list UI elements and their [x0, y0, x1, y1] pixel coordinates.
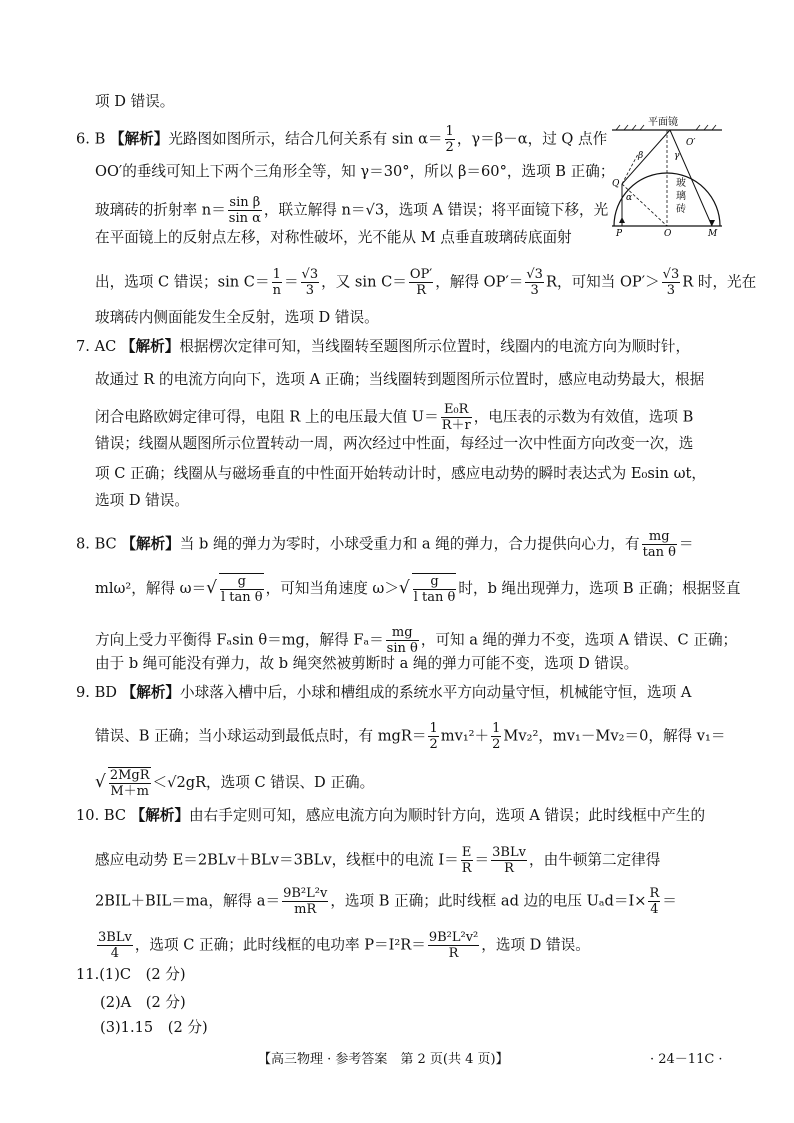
- q8-number: 8. BC: [76, 535, 117, 553]
- q11-item-3: (3)1.15 (2 分): [100, 1019, 208, 1036]
- footer-right: · 24－11C ·: [650, 1052, 723, 1067]
- q6-line-6: 玻璃砖内侧面能发生全反射，选项 D 错误。: [95, 309, 379, 326]
- q9-line-3: √ $\frac{\text{2MgR}}{M+m}$ ＜√2gR，选项 C 错误、D 正确。: [95, 768, 375, 799]
- fraction: $\frac{OP'}{R}$: [409, 267, 433, 298]
- fraction: $\frac{√3}{3}$: [662, 267, 680, 298]
- q9-tag: 【解析】: [121, 684, 181, 701]
- svg-text:砖: 砖: [676, 204, 686, 215]
- svg-text:β: β: [638, 151, 644, 161]
- q11-item-2: (2)A (2 分): [100, 994, 186, 1011]
- q8-tag: 【解析】: [121, 535, 180, 553]
- svg-text:玻: 玻: [676, 178, 686, 189]
- q9-number: 9. BD: [76, 684, 117, 701]
- q10-line-2: 感应电动势 E＝2BLv＋BLv＝3BLv，线框中的电流 I＝ $\frac{E}{R}$ ＝ $\frac{\text{3BLv}}{R}$ ，由牛顿第二定律得: [95, 845, 661, 876]
- q6-line-1: 6. B 【解析】光路图如图所示，结合几何关系有 sin α＝ $\frac{1}{2}$ ，γ＝β－α，过 Q 点作: [76, 124, 608, 155]
- fraction: $\frac{g}{\text{l tan θ}}$: [413, 574, 456, 605]
- footer-center: 【高三物理 · 参考答案 第 2 页(共 4 页)】: [258, 1052, 509, 1067]
- q6-line-3: 玻璃砖的折射率 n＝ $\frac{\text{sin β}}{\text{sin α}}$ ，联立解得 n＝√3，选项 A 错误；将平面镜下移，光: [95, 195, 609, 226]
- q8-line-3: 方向上受力平衡得 Fₐsin θ＝mg，解得 Fₐ＝ $\frac{mg}{\text{sin θ}}$ ，可知 a 绳的弹力不变，选项 A 错误、C 正确；: [95, 625, 738, 656]
- fraction: $\frac{\text{3BLv}}{4}$: [98, 930, 132, 961]
- fraction: $\frac{R}{4}$: [649, 886, 660, 917]
- q10-line-1: 10. BC 【解析】由右手定则可知，感应电流方向为顺时针方向，选项 A 错误；此时线框中产生的: [76, 807, 706, 824]
- svg-text:Q: Q: [612, 179, 620, 189]
- fraction: $\frac{E}{R}$: [461, 845, 472, 876]
- q7-number: 7. AC: [76, 338, 117, 355]
- fraction: $\frac{√3}{3}$: [301, 267, 319, 298]
- svg-text:M: M: [708, 229, 718, 239]
- fraction: $\frac{mg}{\text{tan θ}}$: [642, 529, 676, 560]
- q6-line-4: 在平面镜上的反射点左移，对称性破坏，光不能从 M 点垂直玻璃砖底面射: [95, 229, 572, 246]
- q7-tag: 【解析】: [120, 338, 180, 355]
- q6-line-5: 出，选项 C 错误；sin C＝ $\frac{1}{n}$ ＝ $\frac{√3}{3}$ ，又 sin C＝ $\frac{OP'}{R}$ ，解得 OP′＝ $\frac{√3}{3}$ R，可知当 OP′＞ $\frac{√3}{3}$ R 时，光在: [95, 267, 757, 298]
- q9-line-1: 9. BD 【解析】小球落入槽中后，小球和槽组成的系统水平方向动量守恒，机械能守恒，选项 A: [76, 684, 692, 701]
- fraction: $\frac{1}{2}$: [492, 721, 501, 752]
- q8-line-2: mlω²，解得 ω＝√ $\frac{g}{\text{l tan θ}}$ ，可知当角速度 ω＞√ $\frac{g}{\text{l tan θ}}$ 时，b 绳出现弹力，选项 B 正确；根据竖直: [95, 574, 741, 605]
- q8-line-1: 8. BC 【解析】当 b 绳的弹力为零时，小球受重力和 a 绳的弹力，合力提供向心力，有 $\frac{mg}{\text{tan θ}}$ ＝: [76, 529, 694, 560]
- svg-text:O: O: [664, 229, 672, 239]
- q7-line-6: 选项 D 错误。: [95, 492, 189, 509]
- svg-text:γ: γ: [674, 151, 680, 161]
- fraction: $\frac{\text{E₀R}}{R+r}$: [441, 402, 471, 433]
- q5-tail: 项 D 错误。: [95, 93, 175, 110]
- q7-line-3: 闭合电路欧姆定律可得，电阻 R 上的电压最大值 U＝ $\frac{\text{E₀R}}{R+r}$ ，电压表的示数为有效值，选项 B: [95, 402, 694, 433]
- q8-line-4: 由于 b 绳可能没有弹力，故 b 绳突然被剪断时 a 绳的弹力可能不变，选项 D 错误。: [95, 655, 639, 672]
- fraction: $\frac{\text{2MgR}}{M+m}$: [109, 768, 150, 799]
- fraction: $\frac{1}{2}$: [429, 721, 438, 752]
- fraction: $\frac{√3}{3}$: [526, 267, 543, 298]
- fraction: $\frac{\text{9B²L²v²}}{R}$: [428, 930, 479, 961]
- svg-text:璃: 璃: [676, 191, 686, 202]
- q11-line-1: 11.(1)C (2 分): [76, 966, 186, 983]
- fraction: $\frac{\text{9B²L²v}}{mR}$: [283, 886, 328, 917]
- q7-line-2: 故通过 R 的电流方向向下，选项 A 正确；当线圈转到题图所示位置时，感应电动势最大，根据: [95, 371, 705, 388]
- q11-number: 11.: [76, 966, 100, 983]
- svg-text:P: P: [616, 229, 623, 239]
- q10-number: 10. BC: [76, 807, 127, 824]
- q6-line-2: OO′的垂线可知上下两个三角形全等，知 γ＝30°，所以 β＝60°，选项 B 正确；: [95, 163, 615, 180]
- q10-tag: 【解析】: [130, 807, 190, 824]
- fraction: $\frac{1}{2}$: [445, 124, 454, 155]
- q10-line-4: $\frac{\text{3BLv}}{4}$ ，选项 C 正确；此时线框的电功率 P＝I²R＝ $\frac{\text{9B²L²v²}}{R}$ ，选项 D 错误。: [98, 930, 590, 961]
- fraction: $\frac{\text{sin β}}{\text{sin α}}$: [228, 195, 261, 226]
- fraction: $\frac{mg}{\text{sin θ}}$: [386, 625, 418, 656]
- q6-tag: 【解析】: [109, 130, 169, 148]
- mirror-label: 平面镜: [648, 117, 678, 128]
- q7-line-5: 项 C 正确；线圈从与磁场垂直的中性面开始转动计时，感应电动势的瞬时表达式为 E₀sin ωt，: [95, 465, 706, 482]
- q7-line-1: 7. AC 【解析】根据楞次定律可知，当线圈转至题图所示位置时，线圈内的电流方向为顺时针，: [76, 338, 691, 355]
- fraction: $\frac{\text{3BLv}}{R}$: [492, 845, 526, 876]
- q6-number: 6. B: [76, 130, 106, 148]
- optics-diagram: [608, 114, 726, 242]
- fraction: $\frac{g}{\text{l tan θ}}$: [221, 574, 263, 605]
- q7-line-4: 错误；线圈从题图所示位置转动一周，两次经过中性面，每经过一次中性面方向改变一次，选: [95, 435, 694, 452]
- label-O-prime: O′: [686, 138, 696, 148]
- q10-line-3: 2BIL＋BIL＝ma，解得 a＝ $\frac{\text{9B²L²v}}{mR}$ ，选项 B 正确；此时线框 ad 边的电压 Uₐd＝I× $\frac{R}{4}$ ＝: [95, 886, 677, 917]
- q9-line-2: 错误、B 正确；当小球运动到最低点时，有 mgR＝ $\frac{1}{2}$ mv₁²＋ $\frac{1}{2}$ Mv₂²，mv₁－Mv₂＝0，解得 v₁＝: [95, 721, 726, 752]
- svg-text:α: α: [626, 193, 633, 203]
- fraction: $\frac{1}{n}$: [272, 267, 281, 298]
